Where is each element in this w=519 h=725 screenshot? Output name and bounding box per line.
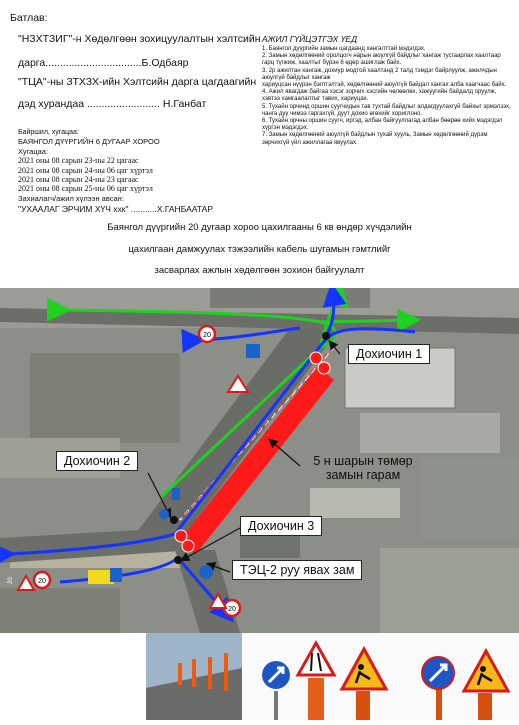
direction-sign-icon [199,565,213,579]
photos-canvas [146,633,519,720]
traffic-plan-map [0,288,519,633]
speed-limit-value: 20 [203,332,211,339]
details-block [18,128,268,215]
signaler-2-marker [170,516,178,524]
approval-line-3: "ТЦА"-ны ЗТХЗХ-ийн Хэлтсийн дарга цагдаагийн [18,76,257,88]
direction-sign-icon [110,568,122,582]
approval-line-2: дарга.................................Б.Одбаяр [18,57,189,69]
requirement-item: 7. Замын хөдөлгөөний аюулгүй байдлын тухай хууль, Замын хөдөлгөөний дүрэм зөрчихгүй үйл ажиллагаа явуулах. [262,132,488,146]
no-entry-sign-icon [182,540,194,552]
approval-line-4: дэд хурандаа ......................... Н.Ганбат [18,98,207,110]
no-entry-sign-icon [318,362,330,374]
title-line-2: цахилгаан дамжуулах тэжээлийн кабель шугамын гэмтлийг [128,244,391,255]
direction-sign-icon [246,344,260,358]
period-line: 2021 оны 08 сарын 25-ны 06 цаг хүртэл [18,184,153,194]
route-green-right [320,320,415,322]
requirement-item: 2. Замын хөдөлгөөний оролцогч нарын аюулгүй байдлыг хангаж тусгаарлах хаалтаар гарц түгжиж, хаалтыг бүрэн 6 өдөр ашиглаж байх. [262,53,501,67]
svg-text:20: 20 [38,578,46,585]
direction-sign-icon [172,488,180,500]
period-label: Хугацаа: [18,146,49,156]
detour-label: ТЭЦ-2 руу явах зам [232,560,362,580]
speed-limit-sign-icon [34,572,50,588]
requirement-item: 6. Тухайн орчны оршин суугч, иргэд, албан байгууллагад албан бөөрөө хийх мэдэгдэл хүргэн мэдэгдэх. [262,118,503,132]
side-label: 20 [8,577,14,584]
period-line: 2021 оны 08 сарын 24-ны 23 цагаас [18,175,139,185]
contractor-label: Захиалагч/ажил хүлээн авсан: [18,193,124,203]
location-label: Байршил, хугацаа: [18,129,79,136]
period-line: 2021 оны 08 сарын 24-ны 06 цаг хүртэл [18,165,153,175]
signaler-1-label: Дохиочин 1 [348,344,430,364]
signaler-3-marker [174,556,182,564]
approval-line-1: "НЗХТЗИГ"-н Хөдөлгөөн зохицуулалтын хэлтсийн [18,33,261,45]
signaler-1-marker [322,332,330,340]
svg-text:20: 20 [228,606,236,613]
direction-sign-icon [159,509,169,519]
requirements-block [262,34,514,147]
speed-limit-sign-icon [199,326,215,342]
approval-title: Батлав: [10,12,48,24]
requirement-item: 3. 2р ажилтан хангаж, дохиур модтой хаалтанд 2 талд тэмдэг байрлуулж, ажилчдын аюулгүй байдлыг хангаж [262,67,497,81]
contractor-text: "УХААЛАГ ЭРЧИМ ХҮЧ ххк" ...........Х.ГАНБААТАР [18,204,214,215]
signaler-3-label: Дохиочин 3 [240,516,322,536]
requirement-item: хариуцсан нүүрэн бэлтгэлтэй, хөдөлгөөний аюулгүй байдал хангах алба хаагчаас байх. [262,82,507,89]
signaler-2-label: Дохиочин 2 [56,451,138,471]
period-line: 2021 оны 08 сарын 23-ны 22 цагаас [18,156,139,166]
fence-label: 5 н шарын төмөр замын гарам [313,454,413,482]
no-entry-sign-icon [310,352,322,364]
title-line-3: засварлах ажлын хөдөлгөөн зохион байгуулалт [154,265,365,276]
location-text: БАЯНГОЛ ДҮҮРГИЙН 6 ДУГААР ХОРОО [18,137,160,147]
equipment-photos [146,633,519,720]
title-line-1: Баянгол дүүргийн 20 дугаар хороо цахилгааны 6 кв өндөр хүчдэлийн [107,222,412,233]
requirements-title: АЖИЛ ГҮЙЦЭТГЭХ ҮЕД [262,34,358,44]
requirement-item: 4. Ажил явагдаж байгаа хэсэг зорчих хэсгийн чөлөөлөх, хажуугийн байдалд оруулж, хэвтээ хамгаалалтыг тавих, хариуцах. [262,89,497,103]
requirement-item: 1. Баянгол дүүргийн замын цагдаанд хангалттай мэдэгдэх. [262,46,426,52]
requirement-item: 5. Тухайн орчинд оршин суугчидын тав тухтай байдлыг алдагдуулахгүй байхыг эрмэлзэх, чанга дуу чимээ гаргахгүй, дуут дохио өгөхийг хориглоно. [262,103,511,117]
